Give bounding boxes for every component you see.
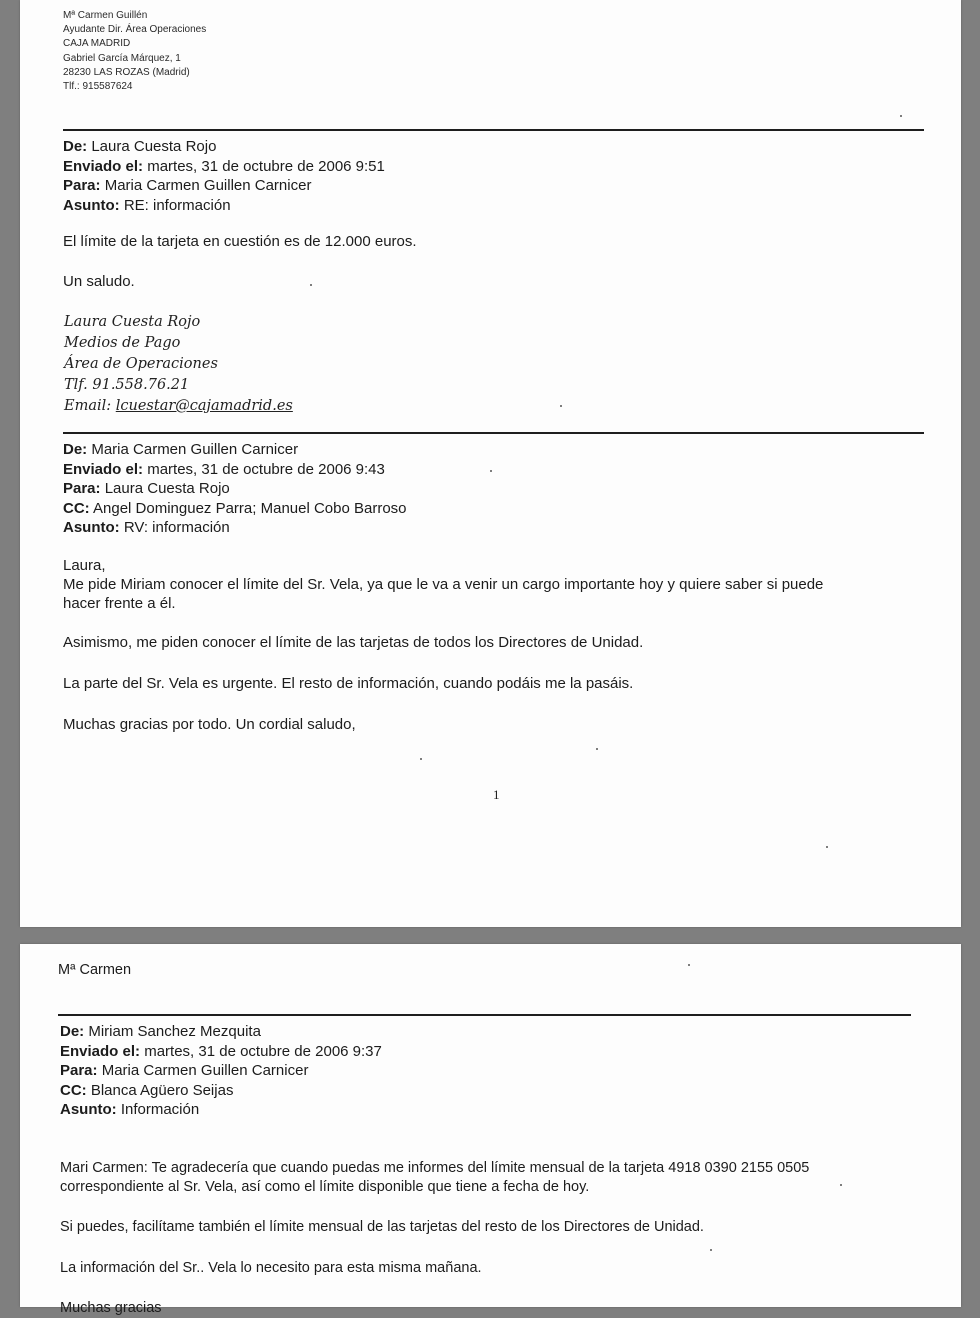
email2-body-line: Laura, <box>63 557 106 574</box>
signature-email-link[interactable]: lcuestar@cajamadrid.es <box>115 398 293 414</box>
subject-label: Asunto: <box>63 519 120 537</box>
scan-speck <box>420 758 422 760</box>
email3-body-line: correspondiente al Sr. Vela, así como el límite disponible que tiene a fecha de hoy. <box>60 1179 590 1195</box>
signature-area: Área de Operaciones <box>64 356 218 372</box>
cc-label: CC: <box>63 499 90 517</box>
document-page-1 <box>20 0 961 927</box>
email1-body-line: El límite de la tarjeta en cuestión es de 12.000 euros. <box>63 233 417 250</box>
email3-header <box>60 1022 382 1120</box>
subject-label: Asunto: <box>60 1101 117 1119</box>
email2-body-line: Me pide Miriam conocer el límite del Sr. Vela, ya que le va a venir un cargo importante hoy y quiere saber si puede <box>63 576 824 593</box>
scan-speck <box>310 284 312 286</box>
signature-name: Laura Cuesta Rojo <box>64 314 201 330</box>
email3-subject: Información <box>120 1101 200 1119</box>
email2-cc-row <box>63 499 407 519</box>
email2-body-line: hacer frente a él. <box>63 595 176 612</box>
from-label: De: <box>60 1023 85 1040</box>
scan-speck <box>710 1249 712 1251</box>
email2-to: Laura Cuesta Rojo <box>104 480 230 498</box>
email3-from: Miriam Sanchez Mezquita <box>88 1023 261 1040</box>
sender-block <box>63 9 206 94</box>
scan-speck <box>840 1184 842 1186</box>
email1-sent-row <box>63 157 385 177</box>
email2-from-row <box>63 440 407 460</box>
email3-body-line: Mari Carmen: Te agradecería que cuando puedas me informes del límite mensual de la tarjeta 4918 0390 2155 0505 <box>60 1160 810 1176</box>
subject-label: Asunto: <box>63 196 120 214</box>
email3-body-line: Si puedes, facilítame también el límite mensual de las tarjetas del resto de los Directores de Unidad. <box>60 1219 704 1235</box>
scan-speck <box>826 846 828 848</box>
email3-body-line: Muchas gracias <box>60 1300 162 1316</box>
email3-body-line: La información del Sr.. Vela lo necesito para esta misma mañana. <box>60 1260 482 1276</box>
email1-to: Maria Carmen Guillen Carnicer <box>104 177 312 195</box>
email1-body-line: Un saludo. <box>63 273 135 290</box>
sent-label: Enviado el: <box>63 157 144 175</box>
email1-subject-row <box>63 196 385 216</box>
sender-line: Ayudante Dir. Área Operaciones <box>63 24 207 36</box>
to-label: Para: <box>63 177 101 195</box>
email2-sent: martes, 31 de octubre de 2006 9:43 <box>147 460 385 478</box>
email1-from: Laura Cuesta Rojo <box>91 138 217 155</box>
sender-line: Gabriel García Márquez, 1 <box>63 52 181 64</box>
email1-header <box>63 137 385 215</box>
to-label: Para: <box>60 1062 98 1080</box>
signature-email-row <box>64 396 293 417</box>
email2-subject: RV: información <box>123 519 230 537</box>
signature-email-label: Email: <box>64 398 112 414</box>
email2-header <box>63 440 407 538</box>
email2-from: Maria Carmen Guillen Carnicer <box>91 441 299 458</box>
sender-line: Tlf.: 915587624 <box>63 81 133 93</box>
email1-subject: RE: información <box>123 196 231 214</box>
sender-line: 28230 LAS ROZAS (Madrid) <box>63 66 190 78</box>
email3-cc: Blanca Agüero Seijas <box>90 1081 234 1099</box>
sent-label: Enviado el: <box>60 1042 141 1060</box>
email3-cc-row <box>60 1081 382 1101</box>
cc-label: CC: <box>60 1081 87 1099</box>
separator-rule <box>58 1014 911 1016</box>
from-label: De: <box>63 441 88 458</box>
closing-signature: Mª Carmen <box>58 962 132 978</box>
scan-speck <box>490 470 492 472</box>
email3-sent-row <box>60 1042 382 1062</box>
email2-body-line: Asimismo, me piden conocer el límite de las tarjetas de todos los Directores de Unidad. <box>63 634 644 651</box>
signature-phone: Tlf. 91.558.76.21 <box>64 377 190 393</box>
email2-cc: Angel Dominguez Parra; Manuel Cobo Barroso <box>93 499 407 517</box>
sent-label: Enviado el: <box>63 460 144 478</box>
email2-sent-row <box>63 460 407 480</box>
email3-from-row <box>60 1022 382 1042</box>
sender-line: CAJA MADRID <box>63 38 131 50</box>
email2-body-line: La parte del Sr. Vela es urgente. El resto de información, cuando podáis me la pasáis. <box>63 675 634 692</box>
email2-subject-row <box>63 518 407 538</box>
to-label: Para: <box>63 480 101 498</box>
scan-speck <box>596 748 598 750</box>
email1-to-row <box>63 176 385 196</box>
separator-rule <box>63 432 924 434</box>
email2-to-row <box>63 479 407 499</box>
scan-speck <box>560 405 562 407</box>
document-page-2 <box>20 944 961 1316</box>
separator-rule <box>63 129 924 131</box>
email1-from-row <box>63 137 385 157</box>
from-label: De: <box>63 138 88 155</box>
page-number: 1 <box>493 787 500 802</box>
sender-line: Mª Carmen Guillén <box>63 10 148 21</box>
email3-sent: martes, 31 de octubre de 2006 9:37 <box>144 1042 382 1060</box>
email3-subject-row <box>60 1100 382 1120</box>
signature-dept: Medios de Pago <box>64 335 181 351</box>
email2-body-line: Muchas gracias por todo. Un cordial saludo, <box>63 716 356 733</box>
scan-speck <box>900 115 902 117</box>
email1-sent: martes, 31 de octubre de 2006 9:51 <box>147 157 385 175</box>
email3-to-row <box>60 1061 382 1081</box>
scan-speck <box>688 964 690 966</box>
signature-block <box>64 312 293 417</box>
email3-to: Maria Carmen Guillen Carnicer <box>101 1062 309 1080</box>
